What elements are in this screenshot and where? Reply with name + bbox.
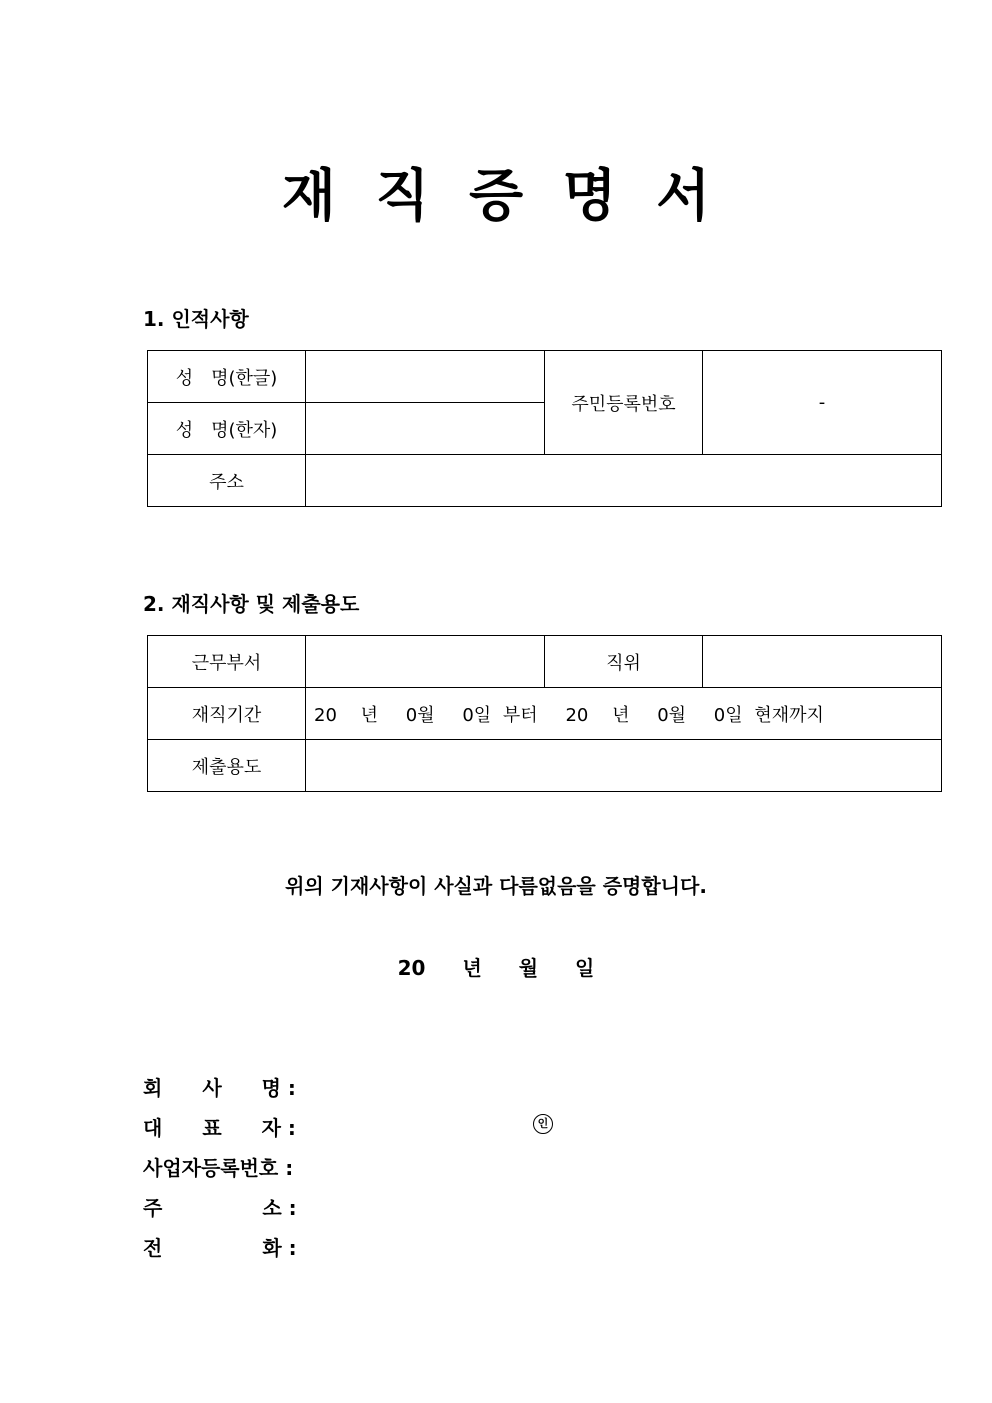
start-year: 20 bbox=[314, 704, 337, 726]
employment-period-field[interactable] bbox=[306, 688, 942, 740]
section-employment-heading: 2. 재직사항 및 제출용도 bbox=[143, 592, 360, 616]
purpose-label: 제출용도 bbox=[148, 740, 306, 792]
purpose-field[interactable] bbox=[306, 740, 942, 792]
section-personal-heading: 1. 인적사항 bbox=[143, 307, 249, 331]
seal-mark: 인 bbox=[533, 1114, 553, 1134]
issue-year: 20 bbox=[397, 956, 426, 980]
issue-date bbox=[0, 952, 992, 981]
name-hanja-field[interactable] bbox=[306, 403, 545, 455]
company-name-label: 회 사 명 : bbox=[143, 1076, 296, 1100]
from-text: 부터 bbox=[502, 704, 538, 726]
start-month: 0월 bbox=[405, 704, 435, 726]
document-title: 재 직 증 명 서 bbox=[281, 164, 711, 229]
phone-label: 전 화 : bbox=[143, 1236, 297, 1260]
department-field[interactable] bbox=[306, 636, 545, 688]
start-day: 0일 bbox=[462, 704, 492, 726]
position-label: 직위 bbox=[545, 636, 703, 688]
representative-label: 대 표 자 : bbox=[143, 1116, 296, 1140]
company-address-label: 주 소 : bbox=[143, 1196, 297, 1220]
end-year: 20 bbox=[565, 704, 589, 726]
position-field[interactable] bbox=[703, 636, 942, 688]
end-month: 0월 bbox=[657, 704, 687, 726]
business-number-label: 사업자등록번호 : bbox=[143, 1156, 294, 1180]
issue-day-unit: 일 bbox=[575, 956, 595, 980]
resident-number-field[interactable]: - bbox=[703, 351, 942, 455]
issue-month-unit: 월 bbox=[518, 956, 539, 980]
name-korean-label: 성 명(한글) bbox=[148, 351, 306, 403]
employment-period-label: 재직기간 bbox=[148, 688, 306, 740]
certification-statement: 위의 기재사항이 사실과 다름없음을 증명합니다. bbox=[285, 874, 707, 898]
address-field[interactable] bbox=[306, 455, 942, 507]
address-label: 주소 bbox=[148, 455, 306, 507]
name-korean-field[interactable] bbox=[306, 351, 545, 403]
end-year-unit: 년 bbox=[612, 704, 630, 726]
employment-info-table bbox=[147, 635, 942, 792]
name-hanja-label: 성 명(한자) bbox=[148, 403, 306, 455]
issue-year-unit: 년 bbox=[462, 956, 482, 980]
department-label: 근무부서 bbox=[148, 636, 306, 688]
resident-number-label: 주민등록번호 bbox=[545, 351, 703, 455]
personal-info-table bbox=[147, 350, 942, 507]
start-year-unit: 년 bbox=[360, 704, 379, 726]
end-day: 0일 bbox=[713, 704, 743, 726]
until-text: 현재까지 bbox=[754, 704, 824, 726]
